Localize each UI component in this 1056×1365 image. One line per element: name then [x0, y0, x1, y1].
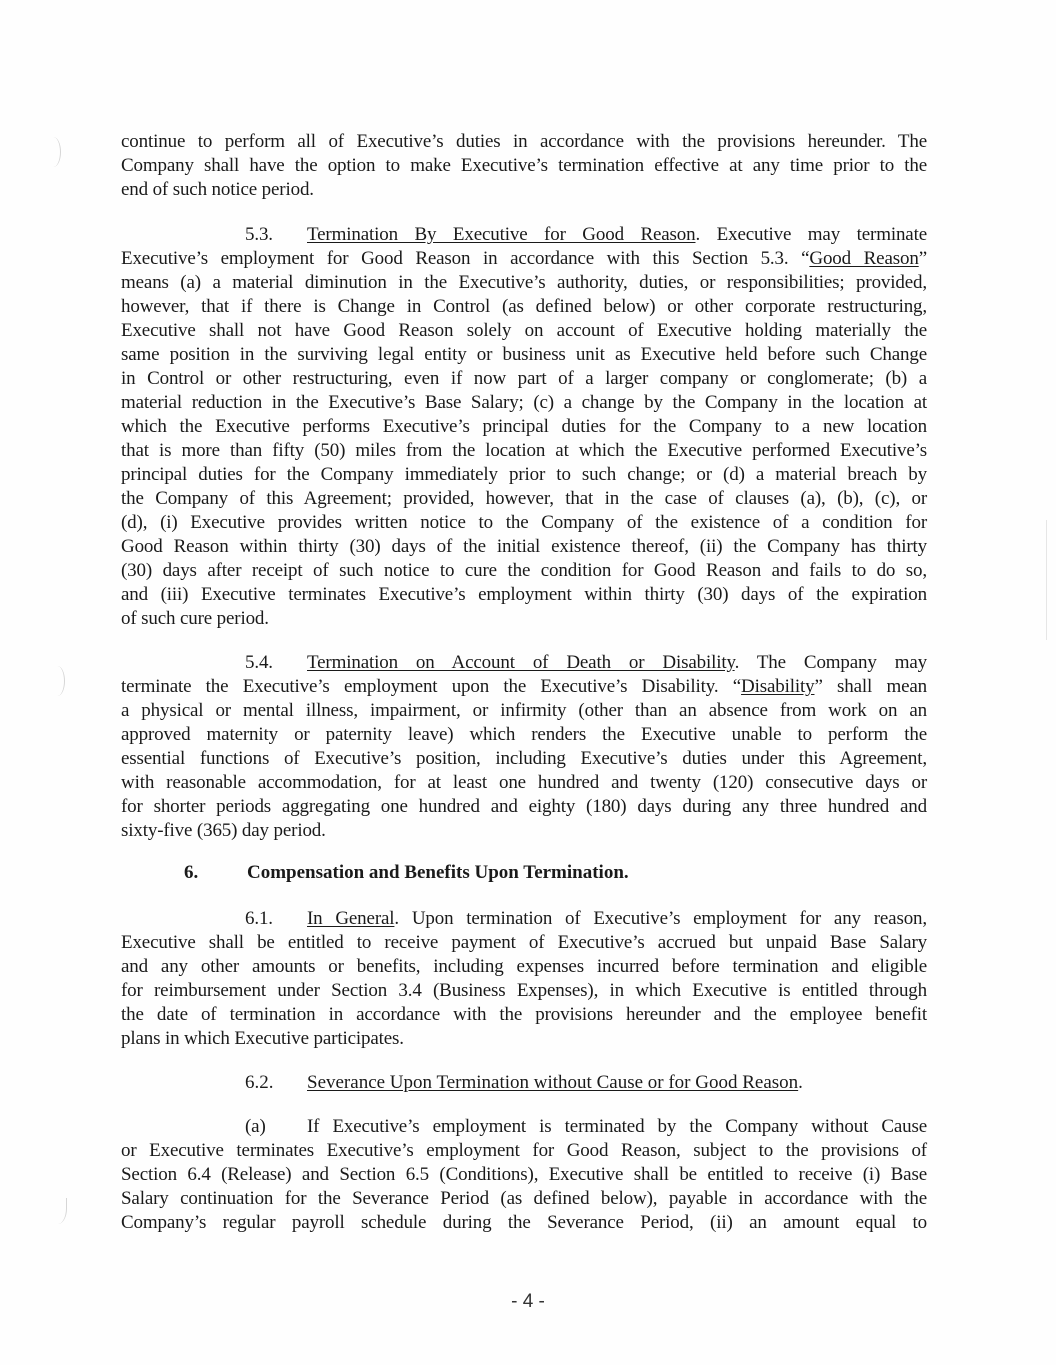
- text-run: Executive’s employment for Good Reason in accordance with this Section 5.3. “: [121, 248, 810, 269]
- text-run: . Executive may terminate: [695, 224, 927, 245]
- text-line: and (iii) Executive terminates Executive’s employment within thirty (30) days of the expiration: [121, 584, 927, 605]
- text-line: (30) days after receipt of such notice to cure the condition for Good Reason and fails to do so,: [121, 560, 927, 581]
- section-heading-line: [245, 223, 927, 247]
- text-run: .: [798, 1072, 803, 1093]
- text-line: a physical or mental illness, impairment, or infirmity (other than an absence from work on an: [121, 700, 927, 721]
- section-6-heading: [184, 861, 629, 885]
- text-line: end of such notice period.: [121, 179, 314, 200]
- section-number: 6.2.: [245, 1072, 274, 1093]
- text-line: which the Executive performs Executive’s principal duties for the Company to a new location: [121, 416, 927, 437]
- text-run: ”: [918, 248, 927, 269]
- text-line: [121, 675, 927, 699]
- defined-term: Disability: [741, 676, 815, 697]
- section-title: Severance Upon Termination without Cause or for Good Reason: [307, 1072, 799, 1093]
- text-line: essential functions of Executive’s position, including Executive’s duties under this Agreement,: [121, 748, 927, 769]
- text-line: approved maternity or paternity leave) which renders the Executive unable to perform the: [121, 724, 927, 745]
- text-line: material reduction in the Executive’s Base Salary; (c) a change by the Company in the location at: [121, 392, 927, 413]
- scan-edge-line: [1046, 520, 1047, 640]
- section-heading-line: [245, 907, 927, 931]
- text-line: Company’s regular payroll schedule during the Severance Period, (ii) an amount equal to: [121, 1212, 927, 1233]
- clause-number: (a): [245, 1116, 266, 1137]
- text-line: that is more than fifty (50) miles from the location at which the Executive performed Executive’s: [121, 440, 927, 461]
- text-line: Good Reason within thirty (30) days of the initial existence thereof, (ii) the Company has thirty: [121, 536, 927, 557]
- text-line: continue to perform all of Executive’s duties in accordance with the provisions hereunder. The: [121, 131, 927, 152]
- defined-term: Good Reason: [809, 248, 919, 269]
- text-line: in Control or other restructuring, even if now part of a larger company or conglomerate; (b) a: [121, 368, 927, 389]
- text-line: [121, 247, 927, 271]
- section-number: 6.1.: [245, 908, 273, 929]
- text-line: sixty-five (365) day period.: [121, 820, 326, 841]
- text-line: for shorter periods aggregating one hundred and eighty (180) days during any three hundred and: [121, 796, 927, 817]
- text-line: for reimbursement under Section 3.4 (Business Expenses), in which Executive is entitled through: [121, 980, 927, 1001]
- text-run: ” shall mean: [814, 676, 927, 697]
- section-heading-line: [245, 1115, 927, 1139]
- text-run: terminate the Executive’s employment upon the Executive’s Disability. “: [121, 676, 742, 697]
- hole-punch-mark: [46, 137, 61, 167]
- text-line: Company shall have the option to make Executive’s termination effective at any time prior to the: [121, 155, 927, 176]
- text-line: and any other amounts or benefits, including expenses incurred before termination and eligible: [121, 956, 927, 977]
- hole-punch-mark: [50, 666, 65, 696]
- section-title: Termination By Executive for Good Reason: [307, 224, 696, 245]
- text-line: Section 6.4 (Release) and Section 6.5 (Conditions), Executive shall be entitled to receive (i) Base: [121, 1164, 927, 1185]
- section-number: 5.4.: [245, 652, 273, 673]
- text-line: or Executive terminates Executive’s employment for Good Reason, subject to the provisions of: [121, 1140, 927, 1161]
- section-title: In General: [307, 908, 395, 929]
- text-line: plans in which Executive participates.: [121, 1028, 404, 1049]
- text-line: however, that if there is Change in Control (as defined below) or other corporate restructuring,: [121, 296, 927, 317]
- text-line: Executive shall not have Good Reason solely on account of Executive holding materially the: [121, 320, 927, 341]
- text-line: with reasonable accommodation, for at least one hundred and twenty (120) consecutive days or: [121, 772, 927, 793]
- text-line: of such cure period.: [121, 608, 269, 629]
- text-line: the Company of this Agreement; provided, however, that in the case of clauses (a), (b), (c), or: [121, 488, 927, 509]
- text-run: If Executive’s employment is terminated by the Company without Cause: [307, 1116, 927, 1137]
- text-run: . The Company may: [734, 652, 927, 673]
- text-line: Executive shall be entitled to receive payment of Executive’s accrued but unpaid Base Salary: [121, 932, 927, 953]
- text-line: (d), (i) Executive provides written notice to the Company of the existence of a condition for: [121, 512, 927, 533]
- text-run: . Upon termination of Executive’s employment for any reason,: [394, 908, 927, 929]
- page-number: - 4 -: [511, 1291, 545, 1312]
- section-number: 6.: [184, 862, 199, 883]
- hole-punch-mark: [52, 1198, 67, 1224]
- section-number: 5.3.: [245, 224, 273, 245]
- text-line: Salary continuation for the Severance Period (as defined below), payable in accordance with the: [121, 1188, 927, 1209]
- text-line: same position in the surviving legal entity or business unit as Executive held before such Change: [121, 344, 927, 365]
- text-line: principal duties for the Company immediately prior to such change; or (d) a material breach by: [121, 464, 927, 485]
- section-title: Termination on Account of Death or Disability: [307, 652, 735, 673]
- section-title: Compensation and Benefits Upon Termination.: [247, 862, 629, 883]
- section-6-2-heading: [245, 1071, 803, 1095]
- text-line: the date of termination in accordance with the provisions hereunder and the employee benefit: [121, 1004, 927, 1025]
- text-line: means (a) a material diminution in the Executive’s authority, duties, or responsibilities; provided,: [121, 272, 927, 293]
- section-heading-line: [245, 651, 927, 675]
